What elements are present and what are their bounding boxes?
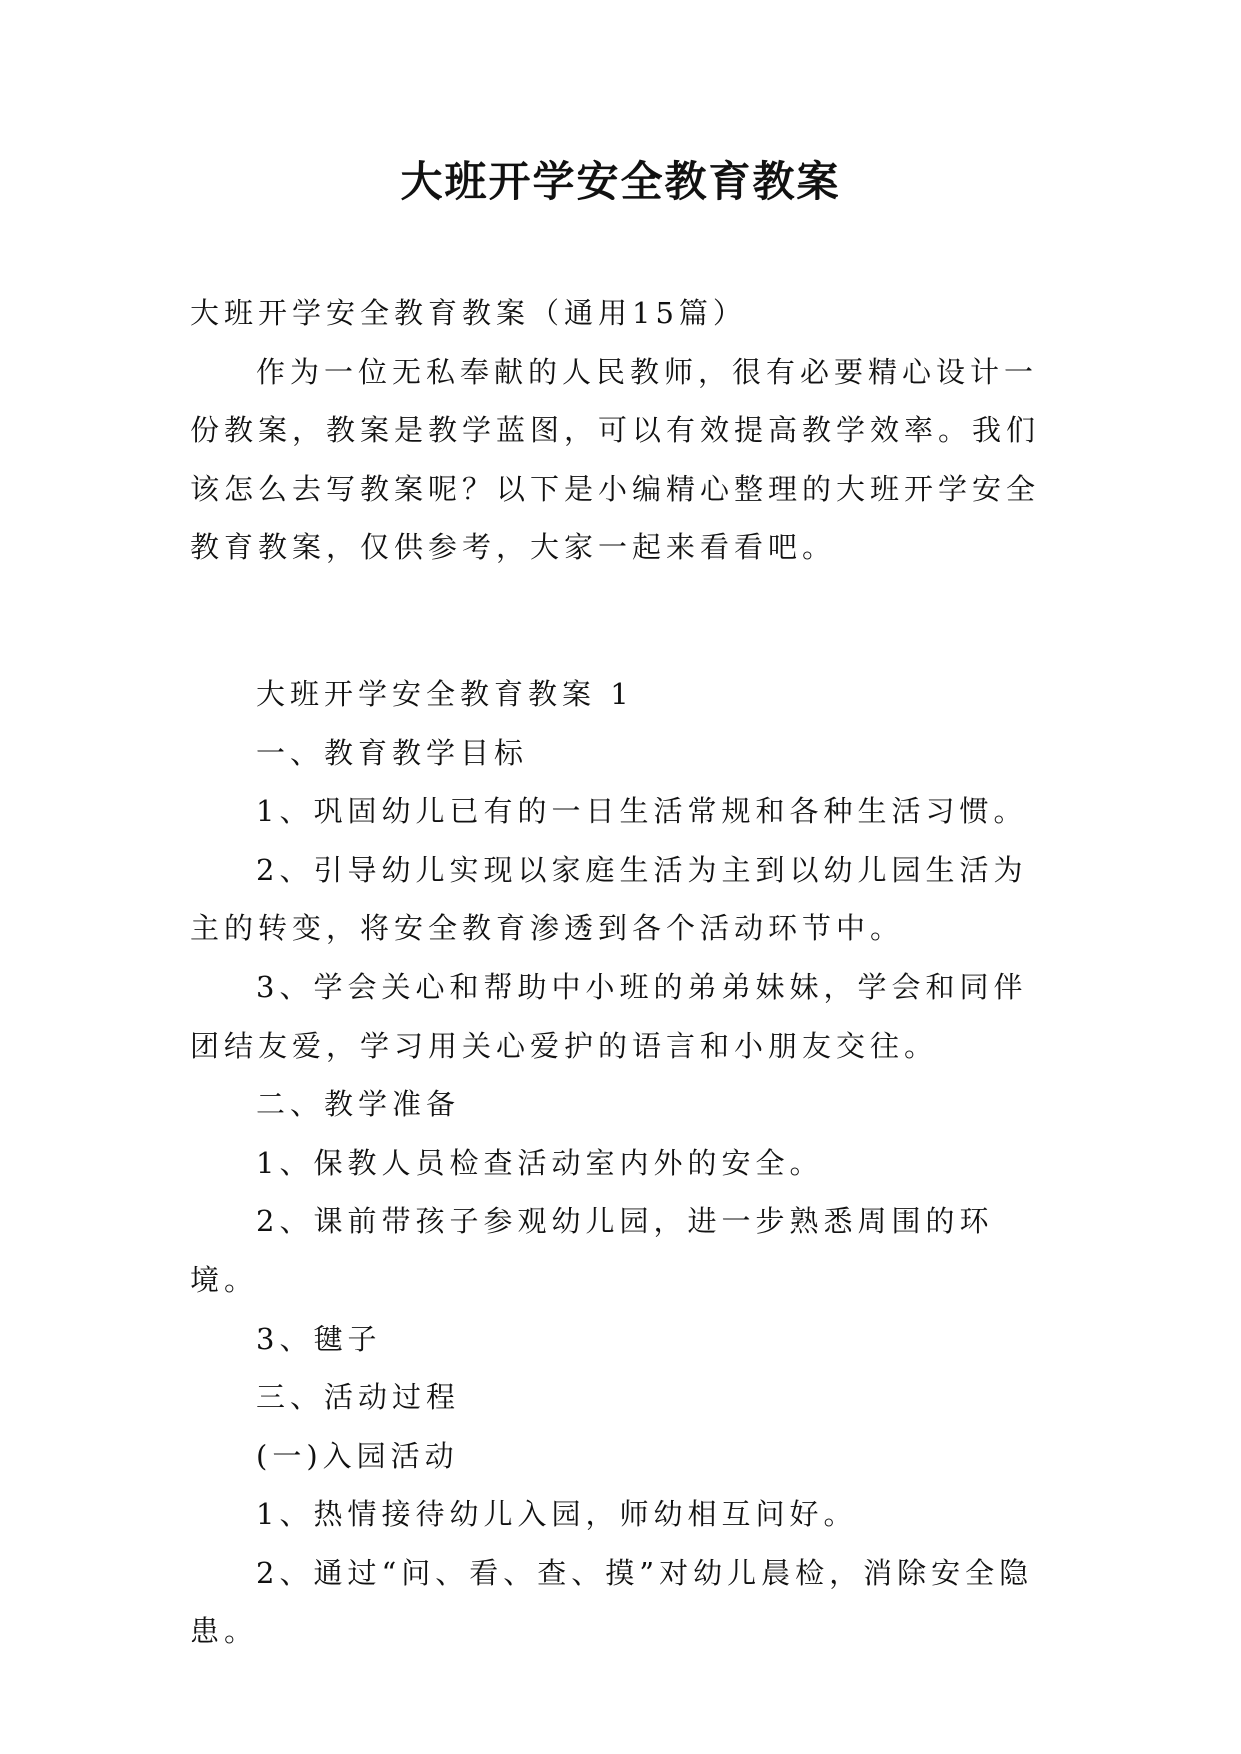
process-item: 2、通过“问、看、查、摸”对幼儿晨检，消除安全隐患。 <box>190 1555 1034 1649</box>
document-subtitle: 大班开学安全教育教案（通用15篇） <box>190 296 747 330</box>
preparation-item: 2、课前带孩子参观幼儿园，进一步熟悉周围的环境。 <box>190 1204 994 1297</box>
heading-process: 三、活动过程 <box>256 1380 461 1415</box>
process-item: 1、热情接待幼儿入园，师幼相互问好。 <box>256 1497 858 1532</box>
objective-item: 2、引导幼儿实现以家庭生活为主到以幼儿园生活为主的转变，将安全教育渗透到各个活动环节中。 <box>190 852 1028 946</box>
preparation-item: 1、保教人员检查活动室内外的安全。 <box>256 1145 824 1180</box>
heading-objectives: 一、教育教学目标 <box>256 735 529 770</box>
document-title: 大班开学安全教育教案 <box>400 157 841 206</box>
objective-item: 1、巩固幼儿已有的一日生活常规和各种生活习惯。 <box>256 794 1028 829</box>
preparation-item: 3、毽子 <box>256 1321 382 1356</box>
section-heading: 大班开学安全教育教案 1 <box>256 676 634 711</box>
objective-item: 3、学会关心和帮助中小班的弟弟妹妹，学会和同伴团结友爱，学习用关心爱护的语言和小朋友交往。 <box>190 969 1028 1063</box>
intro-paragraph: 作为一位无私奉献的人民教师，很有必要精心设计一份教案，教案是教学蓝图，可以有效提高教学效率。我们该怎么去写教案呢？以下是小编精心整理的大班开学安全教育教案，仅供参考，大家一起来看看吧。 <box>190 354 1041 565</box>
section-spacer <box>190 577 1052 665</box>
heading-preparation: 二、教学准备 <box>256 1087 461 1122</box>
document-body <box>190 284 1052 1661</box>
subheading-arrival: (一)入园活动 <box>256 1438 459 1473</box>
